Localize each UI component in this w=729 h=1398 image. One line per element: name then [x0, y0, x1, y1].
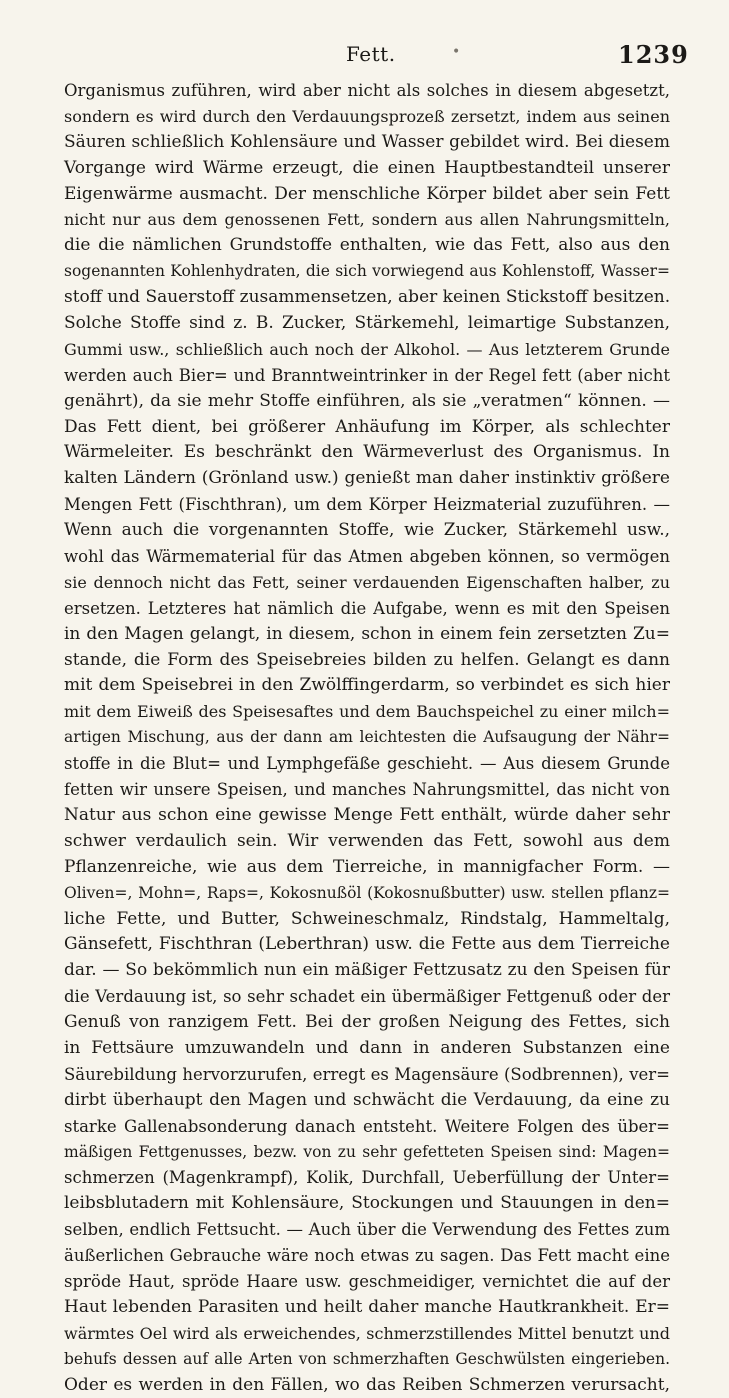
- body-text: [64, 78, 671, 1395]
- text-line: starke Gallenabsonderung danach entsteht. Weitere Folgen des über=: [64, 1116, 670, 1136]
- text-line: in Fettsäure umzuwandeln und dann in anderen Substanzen eine: [64, 1037, 670, 1058]
- text-line: Säuren schließlich Kohlensäure und Wasser gebildet wird. Bei diesem: [64, 131, 670, 152]
- text-line: Genuß von ranzigem Fett. Bei der großen Neigung des Fettes, sich: [64, 1012, 670, 1033]
- text-line: ersetzen. Letzteres hat nämlich die Aufgabe, wenn es mit den Speisen: [64, 598, 670, 618]
- text-line: sie dennoch nicht das Fett, seiner verdauenden Eigenschaften halber, zu: [64, 572, 670, 592]
- text-line: Oder es werden in den Fällen, wo das Reiben Schmerzen verursacht,: [64, 1374, 670, 1395]
- text-line: mäßigen Fettgenusses, bezw. von zu sehr gefetteten Speisen sind: Magen=: [64, 1142, 670, 1161]
- text-line: Oliven=, Mohn=, Raps=, Kokosnußöl (Kokosnußbutter) usw. stellen pflanz=: [64, 883, 670, 902]
- text-line: Vorgange wird Wärme erzeugt, die einen Hauptbestandteil unserer: [64, 157, 670, 178]
- text-line: stoff und Sauerstoff zusammensetzen, aber keinen Stickstoff besitzen.: [64, 287, 671, 308]
- text-line: Das Fett dient, bei größerer Anhäufung im Körper, als schlechter: [64, 416, 670, 437]
- page-number: 1239: [618, 40, 689, 69]
- text-line: dar. — So bekömmlich nun ein mäßiger Fettzusatz zu den Speisen für: [64, 960, 670, 981]
- text-line: Organismus zuführen, wird aber nicht als solches in diesem abgesetzt,: [64, 81, 670, 100]
- text-line: nicht nur aus dem genossenen Fett, sondern aus allen Nahrungsmitteln,: [64, 210, 670, 230]
- text-line: liche Fette, und Butter, Schweineschmalz, Rindstalg, Hammeltalg,: [64, 908, 670, 929]
- text-line: in den Magen gelangt, in diesem, schon in einem fein zersetzten Zu=: [64, 623, 670, 644]
- text-line: Haut lebenden Parasiten und heilt daher manche Hautkrankheit. Er=: [64, 1296, 670, 1317]
- text-line: wärmtes Oel wird als erweichendes, schmerzstillendes Mittel benutzt und: [64, 1323, 670, 1343]
- text-line: schmerzen (Magenkrampf), Kolik, Durchfall, Ueberfüllung der Unter=: [64, 1168, 670, 1188]
- text-line: Gänsefett, Fischthran (Leberthran) usw. die Fette aus dem Tierreiche: [64, 934, 670, 955]
- text-line: selben, endlich Fettsucht. — Auch über die Verwendung des Fettes zum: [64, 1220, 670, 1240]
- text-line: Eigenwärme ausmacht. Der menschliche Körper bildet aber sein Fett: [64, 183, 670, 204]
- text-line: fetten wir unsere Speisen, und manches Nahrungsmittel, das nicht von: [64, 780, 670, 800]
- text-line: kalten Ländern (Grönland usw.) genießt man daher instinktiv größere: [64, 468, 670, 489]
- text-line: stoffe in die Blut= und Lymphgefäße geschieht. — Aus diesem Grunde: [64, 754, 670, 774]
- text-line: äußerlichen Gebrauche wäre noch etwas zu sagen. Das Fett macht eine: [64, 1246, 670, 1266]
- page-header: [0, 40, 729, 76]
- running-title: Fett.: [346, 42, 396, 66]
- text-line: leibsblutadern mit Kohlensäure, Stockungen und Stauungen in den=: [64, 1193, 670, 1214]
- text-line: sondern es wird durch den Verdauungsprozeß zersetzt, indem aus seinen: [64, 106, 670, 126]
- print-mark: •: [452, 44, 461, 60]
- text-line: Gummi usw., schließlich auch noch der Alkohol. — Aus letzterem Grunde: [64, 339, 670, 359]
- text-line: Solche Stoffe sind z. B. Zucker, Stärkemehl, leimartige Substanzen,: [64, 313, 670, 334]
- text-line: schwer verdaulich sein. Wir verwenden das Fett, sowohl aus dem: [64, 830, 670, 851]
- text-line: dirbt überhaupt den Magen und schwächt die Verdauung, da eine zu: [64, 1089, 670, 1110]
- text-line: Pflanzenreiche, wie aus dem Tierreiche, in mannigfacher Form. —: [64, 856, 670, 877]
- text-line: stande, die Form des Speisebreies bilden zu helfen. Gelangt es dann: [64, 649, 670, 670]
- text-line: wohl das Wärmematerial für das Atmen abgeben können, so vermögen: [64, 547, 670, 567]
- text-line: mit dem Eiweiß des Speisesaftes und dem Bauchspeichel zu einer milch=: [64, 702, 670, 722]
- text-line: die die nämlichen Grundstoffe enthalten, wie das Fett, also aus den: [64, 235, 670, 256]
- text-line: genährt), da sie mehr Stoffe einführen, als sie „veratmen“ können. —: [64, 390, 670, 411]
- text-line: artigen Mischung, aus der dann am leichtesten die Aufsaugung der Nähr=: [64, 728, 670, 747]
- text-line: Natur aus schon eine gewisse Menge Fett enthält, würde daher sehr: [64, 804, 670, 825]
- text-line: mit dem Speisebrei in den Zwölffingerdarm, so verbindet es sich hier: [64, 675, 670, 696]
- text-line: sogenannten Kohlenhydraten, die sich vorwiegend aus Kohlenstoff, Wasser=: [64, 262, 670, 281]
- text-line: spröde Haut, spröde Haare usw. geschmeidiger, vernichtet die auf der: [64, 1271, 670, 1291]
- text-line: Mengen Fett (Fischthran), um dem Körper Heizmaterial zuzuführen. —: [64, 495, 670, 515]
- text-line: werden auch Bier= und Branntweintrinker in der Regel fett (aber nicht: [64, 365, 670, 385]
- text-line: die Verdauung ist, so sehr schadet ein übermäßiger Fettgenuß oder der: [64, 987, 670, 1007]
- text-line: Wenn auch die vorgenannten Stoffe, wie Zucker, Stärkemehl usw.,: [64, 520, 670, 541]
- text-line: behufs dessen auf alle Arten von schmerzhaften Geschwülsten eingerieben.: [64, 1349, 670, 1368]
- text-line: Säurebildung hervorzurufen, erregt es Magensäure (Sodbrennen), ver=: [64, 1064, 670, 1084]
- text-line: Wärmeleiter. Es beschränkt den Wärmeverlust des Organismus. In: [64, 442, 670, 463]
